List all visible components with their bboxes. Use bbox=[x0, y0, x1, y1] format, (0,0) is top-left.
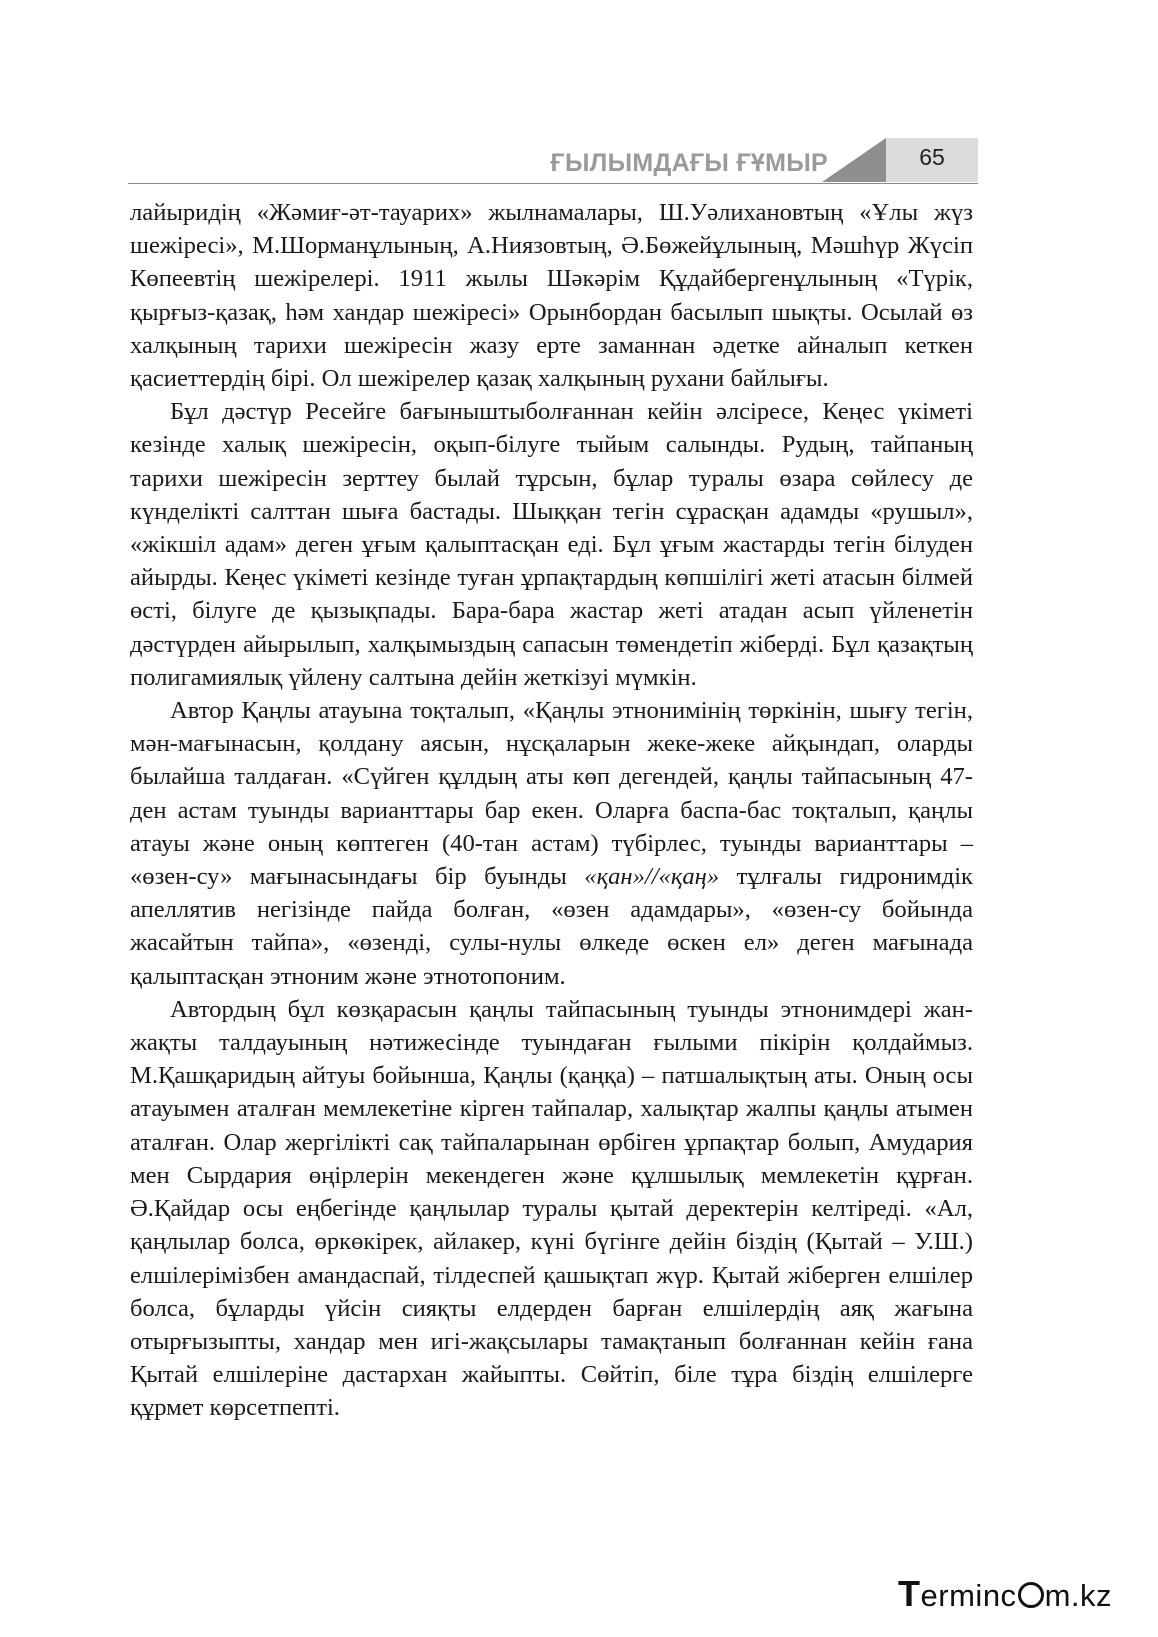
paragraph-3-text-after: тұлғалы гидронимдік апеллятив негізінде пайда болған, «өзен адамдары», «өзен-су бойында жасайтын тайпа», «өзенді, сулы-нулы өлкеде өскен ел» деген мағынада қалыптасқан этноним және этнотопоним. bbox=[130, 863, 973, 990]
termincom-watermark bbox=[898, 1573, 1112, 1615]
header-rule bbox=[128, 183, 978, 184]
page-number: 65 bbox=[919, 144, 945, 170]
watermark-part2: m.kz bbox=[1044, 1578, 1112, 1613]
paragraph-1: лайыридің «Жәмиғ-әт-тауарих» жылнамалары, Ш.Уәлихановтың «Ұлы жүз шежіресі», М.Шорманұлының, А.Ниязовтың, Ә.Бөжейұлының, Мәшһүр Жүсіп Көпеевтің шежірелері. 1911 жылы Шәкәрім Құдайбергенұлының «Түрік, қырғыз-қазақ, һәм хандар шежіресі» Орынбордан басылып шықты. Осылай өз халқының тарихи шежіресін жазу ерте заманнан әдетке айналып кеткен қасиеттердің бірі. Ол шежірелер қазақ халқының рухани байлығы. bbox=[130, 199, 973, 393]
paragraph-4: Автордың бұл көзқарасын қаңлы тайпасының туынды этнонимдері жан-жақты талдауының нәтижесінде туындаған ғылыми пікірін қолдаймыз. М.Қашқаридың айтуы бойынша, Қаңлы (қаңқа) – патшалықтың аты. Оның осы атауымен аталған мемлекетіне кірген тайпалар, халықтар жалпы қаңлы атымен аталған. Олар жергілікті сақ тайпаларынан өрбіген ұрпақтар болып, Амудария мен Сырдария өңірлерін мекендеген және құлшылық мемлекетін құрған. Ә.Қайдар осы еңбегінде қаңлылар туралы қытай деректерін келтіреді. «Ал, қаңлылар болса, өркөкірек, айлакер, күні бүгінге дейін біздің (Қытай – У.Ш.) елшілерімізбен амандаспай, тілдеспей қашықтап жүр. Қытай жіберген елшілер болса, бұларды үйсін сияқты елдерден барған елшілердің аяқ жағына отырғызыпты, хандар мен игі-жақсылары тамақтанып болғаннан кейін ғана Қытай елшілеріне дастархан жайыпты. Сөйтіп, біле тұра біздің елшілерге құрмет көрсетпепті. bbox=[130, 995, 973, 1422]
paragraph-2: Бұл дәстүр Ресейге бағыныштыболғаннан кейін әлсіресе, Кеңес үкіметі кезінде халық шежіресін, оқып-білуге тыйым салынды. Рудың, тайпаның тарихи шежіресін зерттеу былай тұрсын, бұлар туралы өзара сөйлесу де күнделікті салттан шыға бастады. Шыққан тегін сұрасқан адамды «рушыл», «жікшіл адам» деген ұғым қалыптасқан еді. Бұл ұғым жастарды тегін білуден айырды. Кеңес үкіметі кезінде туған ұрпақтардың көпшілігі жеті атасын білмей өсті, білуге де қызықпады. Бара-бара жастар жеті атадан асып үйленетін дәстүрден айырылып, халқымыздың сапасын төмендетіп жіберді. Бұл қазақтың полигамиялық үйлену салтына дейін жеткізуі мүмкін. bbox=[130, 398, 973, 691]
chapter-title: ҒЫЛЫМДАҒЫ ҒҰМЫР bbox=[550, 149, 828, 177]
header-wedge-decoration bbox=[822, 138, 886, 182]
watermark-t: T bbox=[898, 1573, 921, 1614]
paragraph-3-text-before: Автор Қаңлы атауына тоқталып, «Қаңлы этнонимінің төркінін, шығу тегін, мән-мағынасын, қолдану аясын, нұсқаларын жеке-жеке айқындап, оларды былайша талдаған. «Сүйген құлдың аты көп дегендей, қаңлы тайпасының 47-ден астам туынды варианттары бар екен. Оларға баспа-бас тоқталып, қаңлы атауы және оның көптеген (40-тан астам) түбірлес, туынды варианттары – «өзен-су» мағынасындағы бір буынды bbox=[130, 697, 973, 891]
paragraph-3-italic-term: «қан»//«қаң» bbox=[584, 863, 720, 891]
watermark-part1: erminc bbox=[920, 1578, 1017, 1613]
running-header bbox=[128, 138, 978, 184]
body-text bbox=[130, 196, 973, 1425]
watermark-o-ring-icon bbox=[1018, 1582, 1044, 1608]
paragraph-3 bbox=[130, 694, 973, 993]
